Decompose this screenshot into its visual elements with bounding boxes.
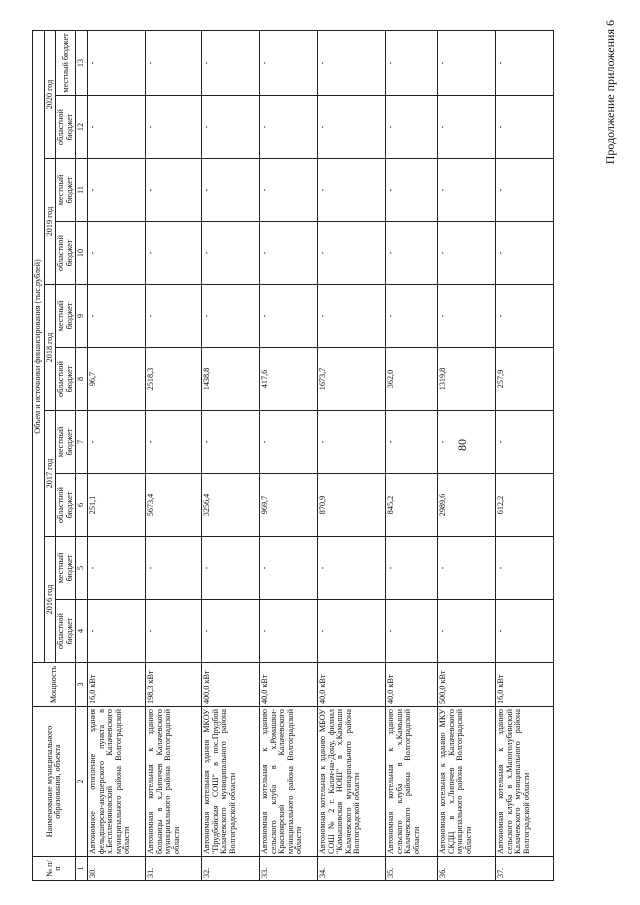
budget-value: - bbox=[496, 159, 554, 222]
budget-value: 96,7 bbox=[88, 348, 146, 411]
budget-value: - bbox=[202, 411, 260, 474]
budget-value: 257,9 bbox=[496, 348, 554, 411]
budget-value: - bbox=[496, 285, 554, 348]
budget-value: - bbox=[386, 222, 438, 285]
budget-value: - bbox=[386, 30, 438, 95]
budget-value: 870,9 bbox=[318, 474, 386, 537]
budget-value: - bbox=[202, 30, 260, 95]
row-number: 32. bbox=[202, 857, 260, 881]
budget-value: - bbox=[88, 285, 146, 348]
budget-value: - bbox=[260, 159, 318, 222]
budget-value: - bbox=[146, 600, 202, 663]
header-regional: областной бюджет bbox=[56, 222, 76, 285]
column-number: 8 bbox=[76, 348, 88, 411]
budget-value: - bbox=[496, 411, 554, 474]
row-number: 37. bbox=[496, 857, 554, 881]
header-row-1 bbox=[33, 30, 45, 880]
page-number: 80 bbox=[455, 439, 469, 451]
header-local: местный бюджет bbox=[56, 537, 76, 600]
column-number: 9 bbox=[76, 285, 88, 348]
power-value: 16,0 кВт bbox=[496, 663, 554, 707]
budget-value: - bbox=[88, 411, 146, 474]
column-number: 12 bbox=[76, 96, 88, 159]
budget-value: 362,0 bbox=[386, 348, 438, 411]
header-regional: областной бюджет bbox=[56, 348, 76, 411]
budget-value: 2518,3 bbox=[146, 348, 202, 411]
budget-value: - bbox=[260, 600, 318, 663]
budget-value: - bbox=[438, 96, 496, 159]
budget-value: 5673,4 bbox=[146, 474, 202, 537]
header-funding: Объем и источники финансирования (тыс.рублей) bbox=[33, 30, 45, 662]
budget-value: - bbox=[438, 222, 496, 285]
budget-value: - bbox=[438, 159, 496, 222]
budget-value: - bbox=[318, 159, 386, 222]
column-number: 2 bbox=[76, 707, 88, 857]
column-number: 3 bbox=[76, 663, 88, 707]
budget-value: 1673,7 bbox=[318, 348, 386, 411]
budget-value: - bbox=[438, 285, 496, 348]
budget-value: - bbox=[202, 537, 260, 600]
funding-table bbox=[32, 30, 554, 881]
column-number: 4 bbox=[76, 600, 88, 663]
header-regional: областной бюджет bbox=[56, 600, 76, 663]
header-local: местный бюджет bbox=[56, 159, 76, 222]
budget-value: - bbox=[438, 537, 496, 600]
budget-value: 845,2 bbox=[386, 474, 438, 537]
object-name: Автономная котельная к зданию МКУ СКДЦ в х.Липичев Калачевского муниципального района Волгоградской области bbox=[438, 707, 496, 857]
budget-value: - bbox=[260, 30, 318, 95]
object-name: Автономная котельная к зданию сельского клуба в х.Ромашки-Красноярский Калачевского муниципального района Волгоградской области bbox=[260, 707, 318, 857]
budget-value: - bbox=[438, 411, 496, 474]
budget-value: 1319,8 bbox=[438, 348, 496, 411]
object-name: Автономная котельная к зданию сельского клуба в х.Малоголубинский Калачевского муниципального района Волгоградской области bbox=[496, 707, 554, 857]
table-row bbox=[318, 30, 386, 880]
budget-value: - bbox=[318, 222, 386, 285]
column-number: 6 bbox=[76, 474, 88, 537]
power-value: 40,0 кВт bbox=[260, 663, 318, 707]
object-name: Автономная котельная к зданию МБОУ СОШ № 2 г. Калач-на-Дону, филиал "Камышовская НОШ" в х.Камыши Калачевского муниципального района Волгоградской области bbox=[318, 707, 386, 857]
budget-value: - bbox=[146, 30, 202, 95]
budget-value: 969,7 bbox=[260, 474, 318, 537]
budget-value: - bbox=[318, 96, 386, 159]
power-value: 500,0 кВт bbox=[438, 663, 496, 707]
column-number: 7 bbox=[76, 411, 88, 474]
budget-value: - bbox=[386, 285, 438, 348]
row-number: 36. bbox=[438, 857, 496, 881]
object-name: Автономная котельная к зданию больницы в х.Липичев Калачевского муниципального района Волгоградской области bbox=[146, 707, 202, 857]
header-year: 2019 год bbox=[44, 159, 56, 285]
budget-value: 417,6 bbox=[260, 348, 318, 411]
column-number: 13 bbox=[76, 30, 88, 95]
budget-value: - bbox=[260, 222, 318, 285]
budget-value: - bbox=[386, 159, 438, 222]
budget-value: - bbox=[318, 600, 386, 663]
power-value: 16,0 кВт bbox=[88, 663, 146, 707]
header-local: местный бюджет bbox=[56, 285, 76, 348]
row-number: 35. bbox=[386, 857, 438, 881]
budget-value: - bbox=[260, 537, 318, 600]
budget-value: - bbox=[202, 600, 260, 663]
budget-value: 251,1 bbox=[88, 474, 146, 537]
object-name: Автономная котельная здания МКОУ "Прудбойская СОШ" в пос.Прудбой Калачевского муниципального района Волгоградской области bbox=[202, 707, 260, 857]
budget-value: - bbox=[146, 222, 202, 285]
budget-value: - bbox=[202, 285, 260, 348]
power-value: 40,0 кВт bbox=[386, 663, 438, 707]
budget-value: - bbox=[88, 96, 146, 159]
table-row bbox=[202, 30, 260, 880]
budget-value: - bbox=[88, 600, 146, 663]
budget-value: - bbox=[88, 159, 146, 222]
budget-value: - bbox=[318, 285, 386, 348]
budget-value: - bbox=[386, 96, 438, 159]
budget-value: - bbox=[318, 411, 386, 474]
header-year: 2018 год bbox=[44, 285, 56, 411]
column-number: 5 bbox=[76, 537, 88, 600]
table-body bbox=[88, 30, 554, 880]
column-number: 10 bbox=[76, 222, 88, 285]
column-number: 11 bbox=[76, 159, 88, 222]
budget-value: - bbox=[260, 285, 318, 348]
budget-value: - bbox=[496, 96, 554, 159]
budget-value: - bbox=[386, 600, 438, 663]
budget-value: - bbox=[202, 96, 260, 159]
power-value: 198,3 кВт bbox=[146, 663, 202, 707]
header-year: 2016 год bbox=[44, 537, 56, 663]
table-row bbox=[386, 30, 438, 880]
header-regional: областной бюджет bbox=[56, 474, 76, 537]
table-row bbox=[146, 30, 202, 880]
object-name: Автономная котельная к зданию сельского клуба в х.Камыши Калачевского района Волгоградской области bbox=[386, 707, 438, 857]
header-power: Мощность bbox=[33, 663, 76, 707]
budget-value: - bbox=[496, 30, 554, 95]
budget-value: - bbox=[88, 537, 146, 600]
header-regional: областной бюджет bbox=[56, 96, 76, 159]
budget-value: - bbox=[438, 30, 496, 95]
row-number: 34. bbox=[318, 857, 386, 881]
budget-value: - bbox=[202, 159, 260, 222]
budget-value: - bbox=[318, 30, 386, 95]
budget-value: - bbox=[386, 537, 438, 600]
table-row bbox=[260, 30, 318, 880]
budget-value: - bbox=[496, 600, 554, 663]
budget-value: - bbox=[88, 30, 146, 95]
budget-value: - bbox=[88, 222, 146, 285]
header-num: № п/п bbox=[33, 857, 76, 881]
budget-value: 2989,6 bbox=[438, 474, 496, 537]
header-name: Наименование муниципального образования, объекта bbox=[33, 707, 76, 857]
header-local: местный бюджет bbox=[56, 411, 76, 474]
continuation-note: Продолжение приложения 6 bbox=[603, 20, 617, 165]
column-number-row bbox=[76, 30, 88, 880]
table-wrapper bbox=[32, 31, 577, 881]
budget-value: - bbox=[146, 411, 202, 474]
budget-value: 1438,8 bbox=[202, 348, 260, 411]
budget-value: - bbox=[438, 600, 496, 663]
header-year: 2017 год bbox=[44, 411, 56, 537]
row-number: 33. bbox=[260, 857, 318, 881]
budget-value: - bbox=[386, 411, 438, 474]
table-row bbox=[88, 30, 146, 880]
budget-value: - bbox=[146, 537, 202, 600]
column-number: 1 bbox=[76, 857, 88, 881]
budget-value: - bbox=[146, 285, 202, 348]
header-year: 2020 год bbox=[44, 30, 56, 158]
budget-value: - bbox=[260, 411, 318, 474]
row-number: 31. bbox=[146, 857, 202, 881]
budget-value: 3256,4 bbox=[202, 474, 260, 537]
table-row bbox=[438, 30, 496, 880]
budget-value: - bbox=[146, 96, 202, 159]
budget-value: - bbox=[496, 222, 554, 285]
budget-value: - bbox=[496, 537, 554, 600]
budget-value: - bbox=[318, 537, 386, 600]
budget-value: 612,2 bbox=[496, 474, 554, 537]
header-local: местный бюджет bbox=[56, 30, 76, 95]
power-value: 40,0 кВт bbox=[318, 663, 386, 707]
budget-value: - bbox=[260, 96, 318, 159]
row-number: 30. bbox=[88, 857, 146, 881]
budget-value: - bbox=[146, 159, 202, 222]
budget-value: - bbox=[202, 222, 260, 285]
object-name: Автономное отопление здания фельдшерско-акушерского пункта в х.Бесплемяновский Калачевского муниципального района Волгоградской области bbox=[88, 707, 146, 857]
table-row bbox=[496, 30, 554, 880]
power-value: 400,0 кВт bbox=[202, 663, 260, 707]
